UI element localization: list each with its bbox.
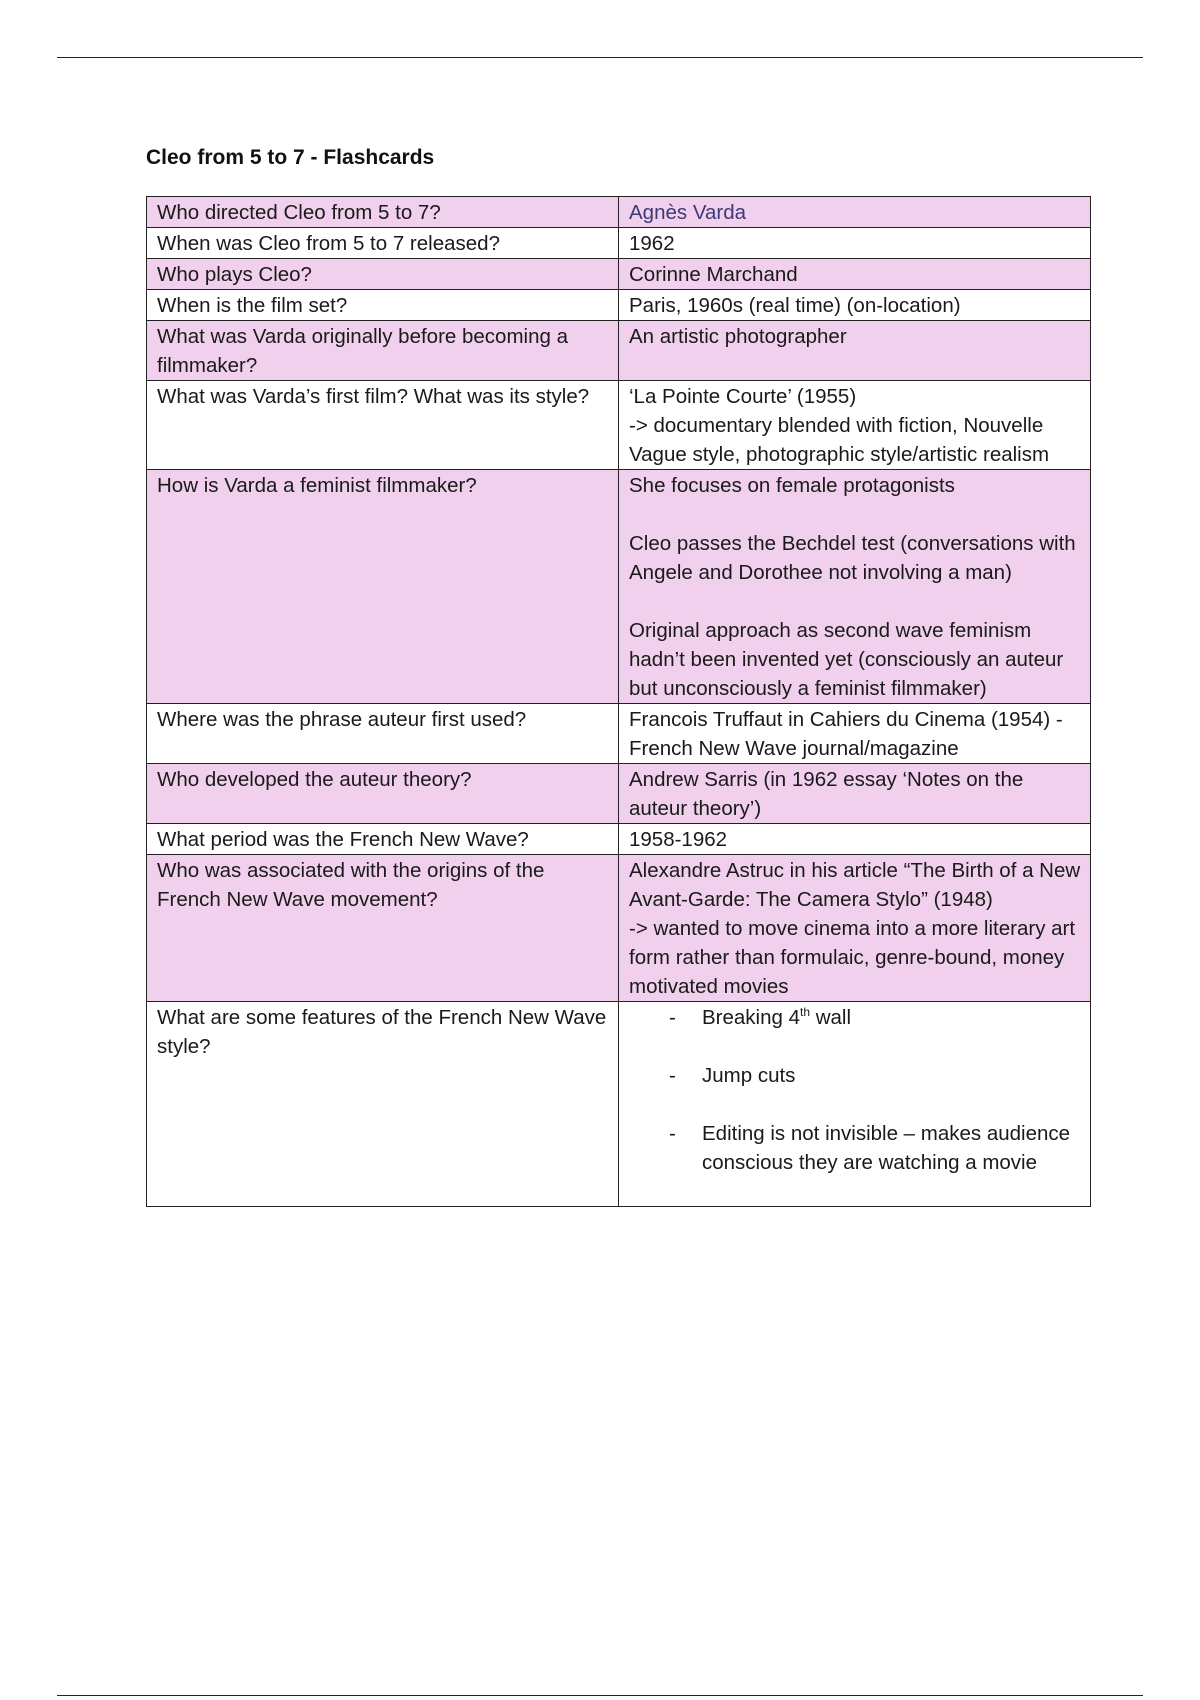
top-rule (57, 57, 1143, 58)
answer-cell: Francois Truffaut in Cahiers du Cinema (1954) - French New Wave journal/magazine (619, 704, 1091, 764)
question-cell: Who developed the auteur theory? (147, 764, 619, 824)
answer-line: ‘La Pointe Courte’ (1955) (629, 385, 857, 408)
question-cell: Who directed Cleo from 5 to 7? (147, 197, 619, 228)
ordinal-superscript: th (800, 1005, 811, 1020)
answer-paragraph: She focuses on female protagonists (629, 474, 955, 497)
flashcard-row (147, 228, 1091, 259)
question-cell: Who was associated with the origins of the French New Wave movement? (147, 855, 619, 1002)
paragraph-spacer (629, 500, 1081, 529)
flashcard-row (147, 704, 1091, 764)
answer-paragraph: Cleo passes the Bechdel test (conversations with Angele and Dorothee not involving a man) (629, 532, 1076, 584)
flashcard-row (147, 197, 1091, 228)
answer-line: Alexandre Astruc in his article “The Birth of a New Avant-Garde: The Camera Stylo” (1948) (629, 859, 1081, 911)
feature-item (669, 1061, 1081, 1090)
question-cell: How is Varda a feminist filmmaker? (147, 470, 619, 704)
flashcard-row (147, 764, 1091, 824)
answer-cell: 1958-1962 (619, 824, 1091, 855)
document-title: Cleo from 5 to 7 - Flashcards (146, 146, 435, 169)
answer-cell: 1962 (619, 228, 1091, 259)
question-cell: What was Varda originally before becoming a filmmaker? (147, 321, 619, 381)
flashcard-row (147, 290, 1091, 321)
feature-text-suffix: wall (810, 1006, 852, 1029)
paragraph-spacer (629, 587, 1081, 616)
bullet-dash: - (669, 1064, 676, 1087)
question-cell: What was Varda’s first film? What was its style? (147, 381, 619, 470)
feature-list (629, 1003, 1081, 1177)
flashcard-row (147, 470, 1091, 704)
answer-line: -> wanted to move cinema into a more literary art form rather than formulaic, genre-bound, money motivated movies (629, 917, 1076, 998)
flashcard-row (147, 381, 1091, 470)
answer-paragraph: Original approach as second wave feminism hadn’t been invented yet (consciously an auteur but unconsciously a feminist filmmaker) (629, 619, 1064, 700)
bottom-rule (57, 1695, 1143, 1696)
question-cell: When is the film set? (147, 290, 619, 321)
answer-cell (619, 381, 1091, 470)
feature-text: Breaking 4 (702, 1006, 801, 1029)
bullet-dash: - (669, 1122, 676, 1145)
flashcard-row (147, 824, 1091, 855)
answer-cell: An artistic photographer (619, 321, 1091, 381)
question-cell: Who plays Cleo? (147, 259, 619, 290)
question-cell: When was Cleo from 5 to 7 released? (147, 228, 619, 259)
feature-text: Editing is not invisible – makes audience conscious they are watching a movie (702, 1122, 1071, 1174)
answer-cell (619, 1002, 1091, 1207)
flashcards-table (146, 196, 1091, 1207)
answer-cell: Andrew Sarris (in 1962 essay ‘Notes on the auteur theory’) (619, 764, 1091, 824)
answer-cell: Corinne Marchand (619, 259, 1091, 290)
feature-item (669, 1119, 1081, 1177)
answer-line: -> documentary blended with fiction, Nouvelle Vague style, photographic style/artistic realism (629, 414, 1050, 466)
question-cell: Where was the phrase auteur first used? (147, 704, 619, 764)
answer-cell (619, 470, 1091, 704)
flashcard-row (147, 855, 1091, 1002)
bullet-dash: - (669, 1006, 676, 1029)
flashcard-row (147, 1002, 1091, 1207)
feature-text: Jump cuts (702, 1064, 796, 1087)
question-cell: What period was the French New Wave? (147, 824, 619, 855)
answer-cell: Agnès Varda (619, 197, 1091, 228)
question-cell: What are some features of the French New Wave style? (147, 1002, 619, 1207)
flashcard-row (147, 259, 1091, 290)
feature-item (669, 1003, 1081, 1032)
flashcard-row (147, 321, 1091, 381)
answer-cell (619, 855, 1091, 1002)
answer-cell: Paris, 1960s (real time) (on-location) (619, 290, 1091, 321)
